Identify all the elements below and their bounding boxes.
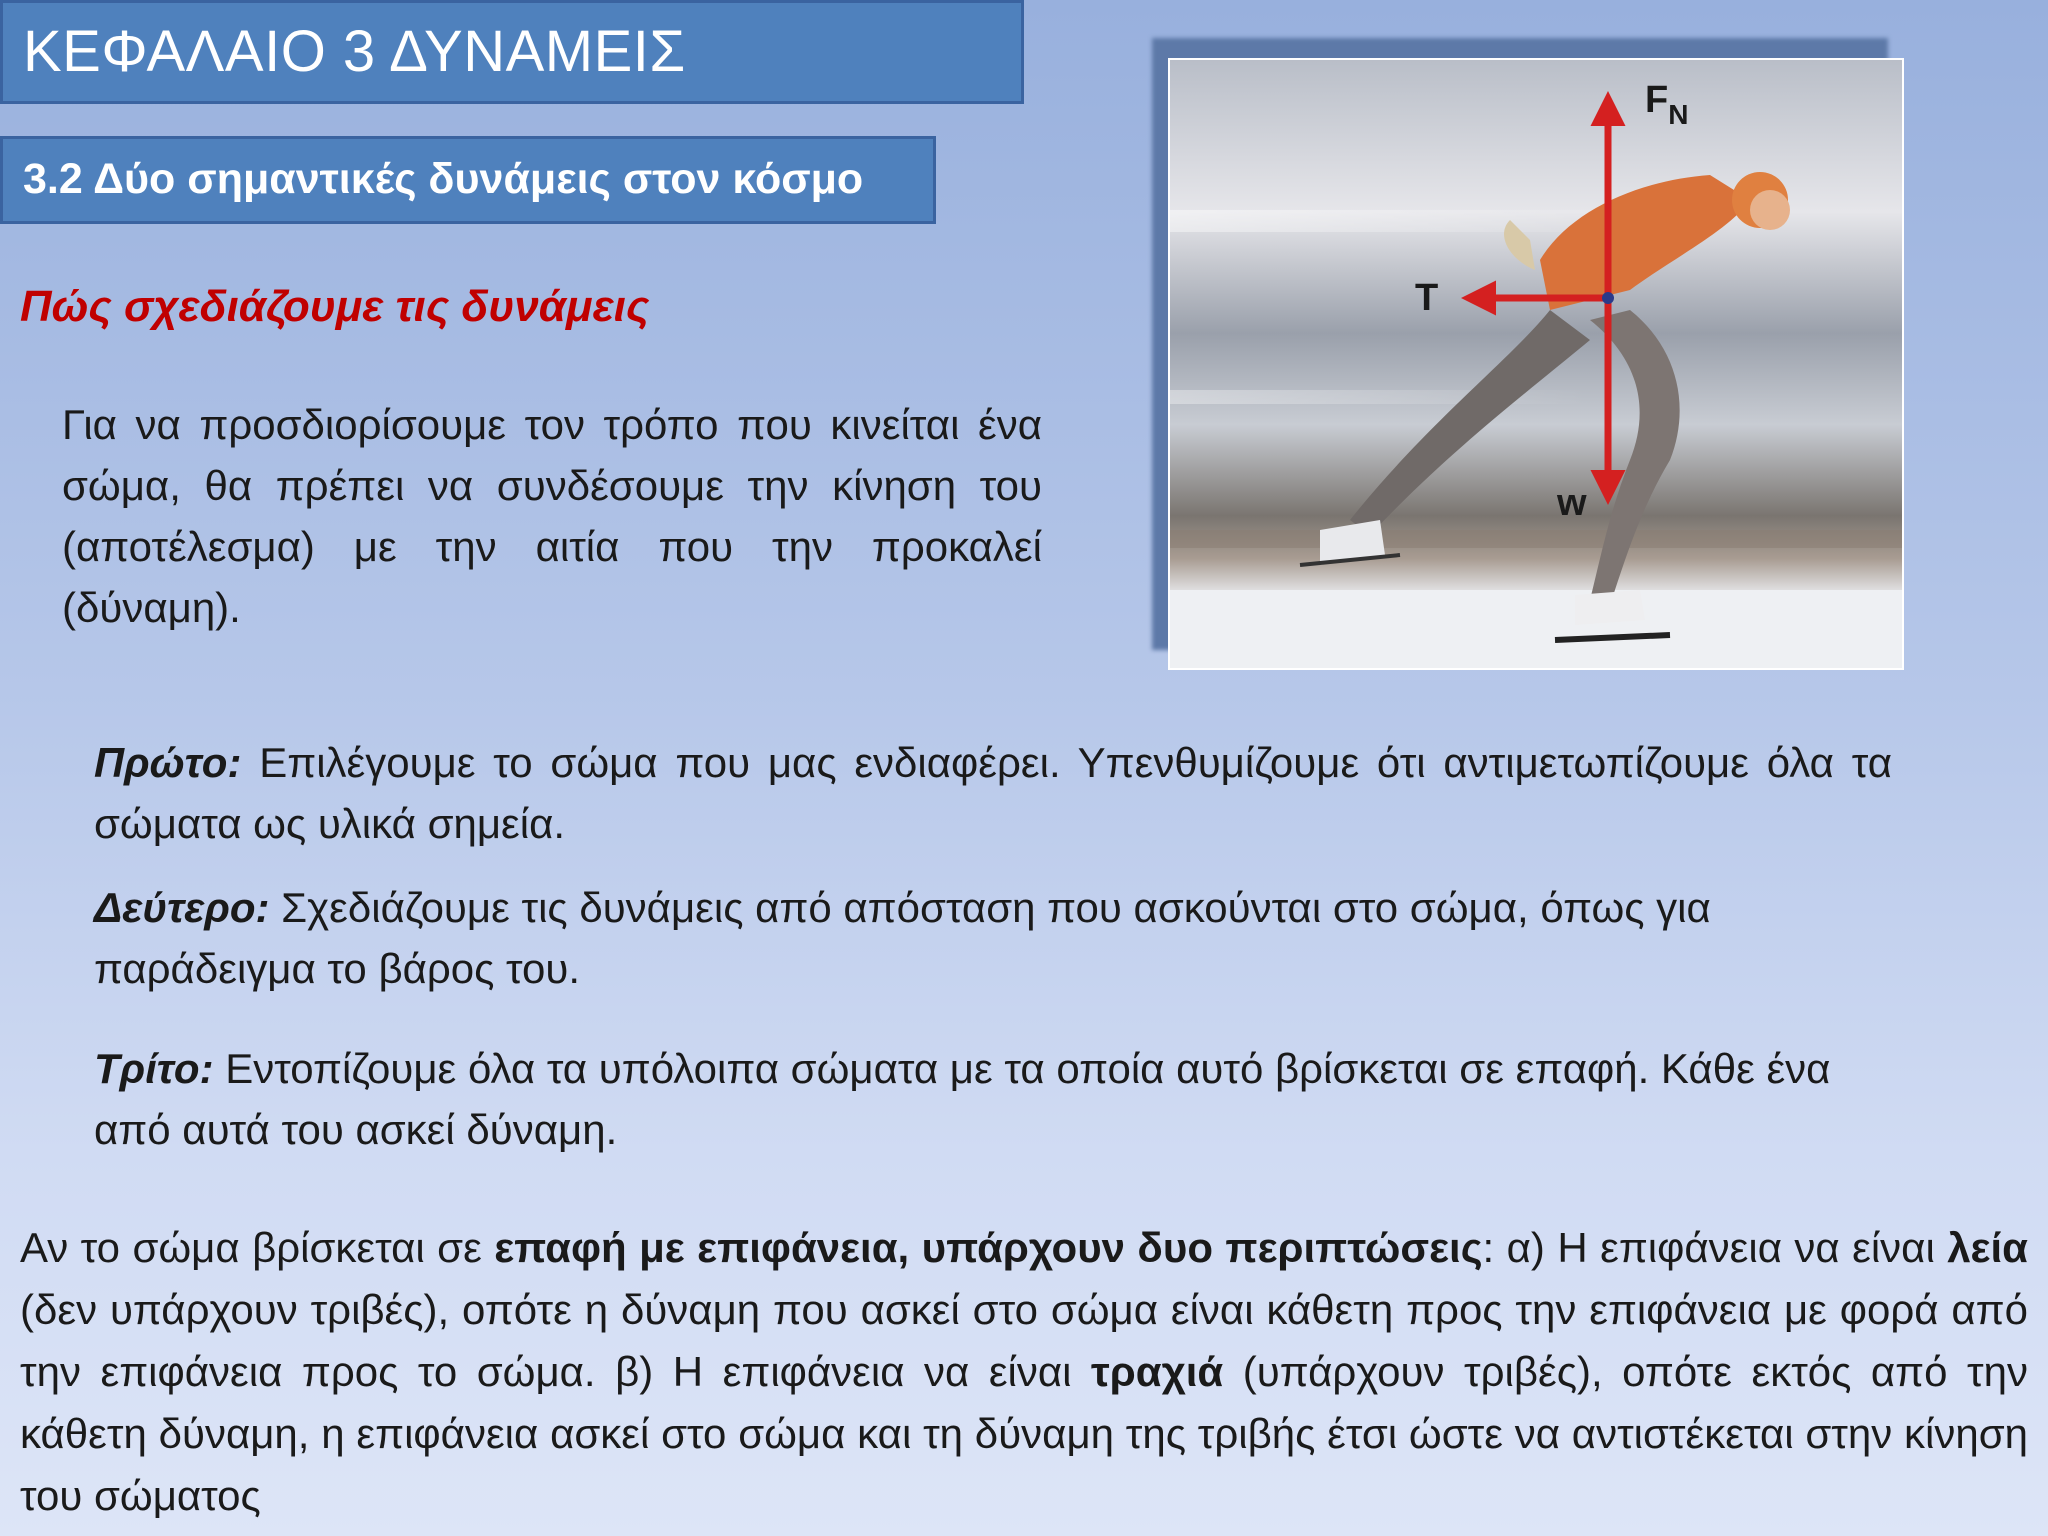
thrust-force-label: T (1415, 277, 1439, 319)
section-subtitle: 3.2 Δύο σημαντικές δυνάμεις στον κόσμο (0, 136, 936, 224)
closing-text-4: (υπάρχουν τριβές), οπότε εκτός από την κάθετη δύναμη, η επιφάνεια ασκεί στο σώμα και τη δύναμη της τριβής έτσι ώστε να αντιστέκεται στην κίνηση του σώματος (20, 1348, 2028, 1519)
closing-text-2: : α) Η επιφάνεια να είναι (1482, 1224, 1948, 1271)
step-third (94, 1038, 1892, 1160)
normal-force-label: $F_N$ (1645, 79, 1689, 130)
skater-force-diagram (1168, 58, 1904, 670)
chapter-title: ΚΕΦΑΛΑΙΟ 3 ΔΥΝΑΜΕΙΣ (0, 0, 1024, 104)
closing-paragraph (20, 1217, 2028, 1527)
closing-bold-1: επαφή με επιφάνεια, υπάρχουν δυο περιπτώσεις (494, 1224, 1483, 1271)
rink-barrier (1170, 530, 1902, 548)
step-third-lead: Τρίτο: (94, 1045, 214, 1092)
step-second (94, 877, 1892, 999)
step-second-lead: Δεύτερο: (94, 884, 270, 931)
closing-text-3: (δεν υπάρχουν τριβές), οπότε η δύναμη που ασκεί στο σώμα είναι κάθετη προς την επιφάνεια με φορά από την επιφάνεια προς το σώμα. β) Η επιφάνεια να είναι (20, 1286, 2028, 1395)
point-mass-dot (1602, 292, 1614, 304)
weight-force-label: w (1557, 482, 1587, 524)
closing-bold-2: λεία (1947, 1224, 2028, 1271)
closing-bold-3: τραχιά (1091, 1348, 1224, 1395)
intro-paragraph: Για να προσδιορίσουμε τον τρόπο που κινείται ένα σώμα, θα πρέπει να συνδέσουμε την κίνηση του (αποτέλεσμα) με την αιτία που την προκαλεί (δύναμη). (62, 401, 1042, 631)
step-first-lead: Πρώτο: (94, 739, 242, 786)
ice-surface (1170, 590, 1902, 668)
step-first-text: Επιλέγουμε το σώμα που μας ενδιαφέρει. Υπενθυμίζουμε ότι αντιμετωπίζουμε όλα τα σώματα ως υλικά σημεία. (94, 739, 1892, 847)
skater-figure-svg (1170, 60, 1902, 668)
closing-text-1: Αν το σώμα βρίσκεται σε (20, 1224, 495, 1271)
motion-streak (1170, 390, 1590, 404)
step-second-text: Σχεδιάζουμε τις δυνάμεις από απόσταση που ασκούνται στο σώμα, όπως για παράδειγμα το βάρος του. (94, 884, 1711, 992)
step-third-text: Εντοπίζουμε όλα τα υπόλοιπα σώματα με τα οποία αυτό βρίσκεται σε επαφή. Κάθε ένα από αυτά του ασκεί δύναμη. (94, 1045, 1831, 1153)
step-first (94, 732, 1892, 854)
section-heading: Πώς σχεδιάζουμε τις δυνάμεις (20, 282, 650, 331)
